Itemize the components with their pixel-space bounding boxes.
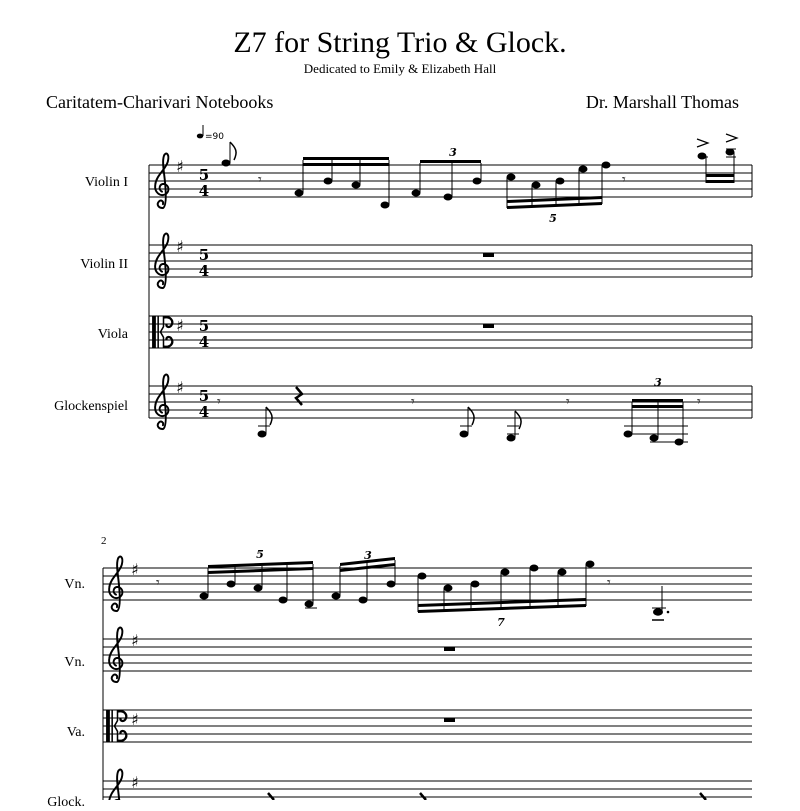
tempo-marking <box>197 125 224 142</box>
quarter-note-icon <box>197 134 203 139</box>
eighth-rest-icon: 𝄾 <box>411 394 415 410</box>
system-2-staves <box>103 568 752 800</box>
sharp-icon: ♯ <box>131 560 139 579</box>
eighth-rest-icon: 𝄾 <box>607 575 611 591</box>
sharp-icon: ♯ <box>131 710 139 729</box>
note-head <box>222 160 230 166</box>
staff-name-glockenspiel: Glockenspiel <box>54 399 128 414</box>
time-sig-top: 5 <box>198 166 210 184</box>
tuplet-number: 5 <box>256 548 264 561</box>
staff-name-viola: Viola <box>97 327 128 342</box>
time-sig-top: 5 <box>198 387 210 405</box>
staff-lines-violin-2 <box>103 639 752 671</box>
staff-lines-viola <box>103 710 752 742</box>
sharp-icon: ♯ <box>176 378 184 397</box>
composer-label: Dr. Marshall Thomas <box>585 92 739 112</box>
violin-1-notes <box>222 134 737 225</box>
staff-lines-glockenspiel <box>103 781 752 797</box>
time-sig-bottom: 4 <box>198 333 210 351</box>
staff-name-violin-2-short: Vn. <box>64 655 85 670</box>
accent-icon <box>697 139 708 147</box>
time-signatures-1 <box>199 166 209 421</box>
whole-rest-icon <box>444 647 455 651</box>
tuplet-number: 5 <box>549 212 557 225</box>
tuplet-number: 3 <box>449 146 457 159</box>
sharp-icon: ♯ <box>176 157 184 176</box>
time-sig-top: 5 <box>198 317 210 335</box>
tuplet-number: 7 <box>497 616 505 629</box>
accent-icon <box>726 134 737 142</box>
publisher-label: Caritatem-Charivari Notebooks <box>46 92 274 112</box>
violin-1-notes-system-2 <box>156 548 669 629</box>
eighth-rest-icon: 𝄾 <box>697 394 701 410</box>
eighth-rest-icon: 𝄾 <box>622 172 626 188</box>
eighth-rest-icon: 𝄾 <box>258 172 262 188</box>
tuplet-number: 3 <box>654 376 662 389</box>
eighth-rest-icon: 𝄾 <box>156 575 160 591</box>
sharp-icon: ♯ <box>131 773 139 792</box>
dot-icon <box>667 611 670 614</box>
time-sig-bottom: 4 <box>198 182 210 200</box>
staff-name-violin-1-short: Vn. <box>64 577 85 592</box>
treble-clef-glockenspiel <box>109 770 122 800</box>
tuplet-number: 3 <box>364 549 372 562</box>
staff-name-violin-1: Violin I <box>84 175 128 190</box>
key-signatures-2 <box>131 560 139 792</box>
tempo-value: =90 <box>205 132 224 142</box>
note-head <box>654 609 663 615</box>
sharp-icon: ♯ <box>176 316 184 335</box>
eighth-rest-icon: 𝄾 <box>217 394 221 410</box>
whole-rest-icon <box>483 253 494 257</box>
score-dedication: Dedicated to Emily & Elizabeth Hall <box>303 61 497 76</box>
staff-lines-viola <box>149 316 752 348</box>
staff-lines-violin-1 <box>149 165 752 197</box>
eighth-rest-icon: 𝄾 <box>566 394 570 410</box>
time-sig-bottom: 4 <box>198 262 210 280</box>
score-title: Z7 for String Trio & Glock. <box>233 26 567 59</box>
time-sig-bottom: 4 <box>198 403 210 421</box>
sharp-icon: ♯ <box>176 237 184 256</box>
measure-number: 2 <box>101 535 107 547</box>
whole-rest-icon <box>483 324 494 328</box>
staff-name-violin-2: Violin II <box>80 257 128 272</box>
time-sig-top: 5 <box>198 246 210 264</box>
sharp-icon: ♯ <box>131 631 139 650</box>
whole-rest-icon <box>444 718 455 722</box>
staff-name-viola-short: Va. <box>66 725 85 740</box>
staff-lines-violin-2 <box>149 245 752 277</box>
staff-name-glockenspiel-short: Glock. <box>47 795 85 810</box>
